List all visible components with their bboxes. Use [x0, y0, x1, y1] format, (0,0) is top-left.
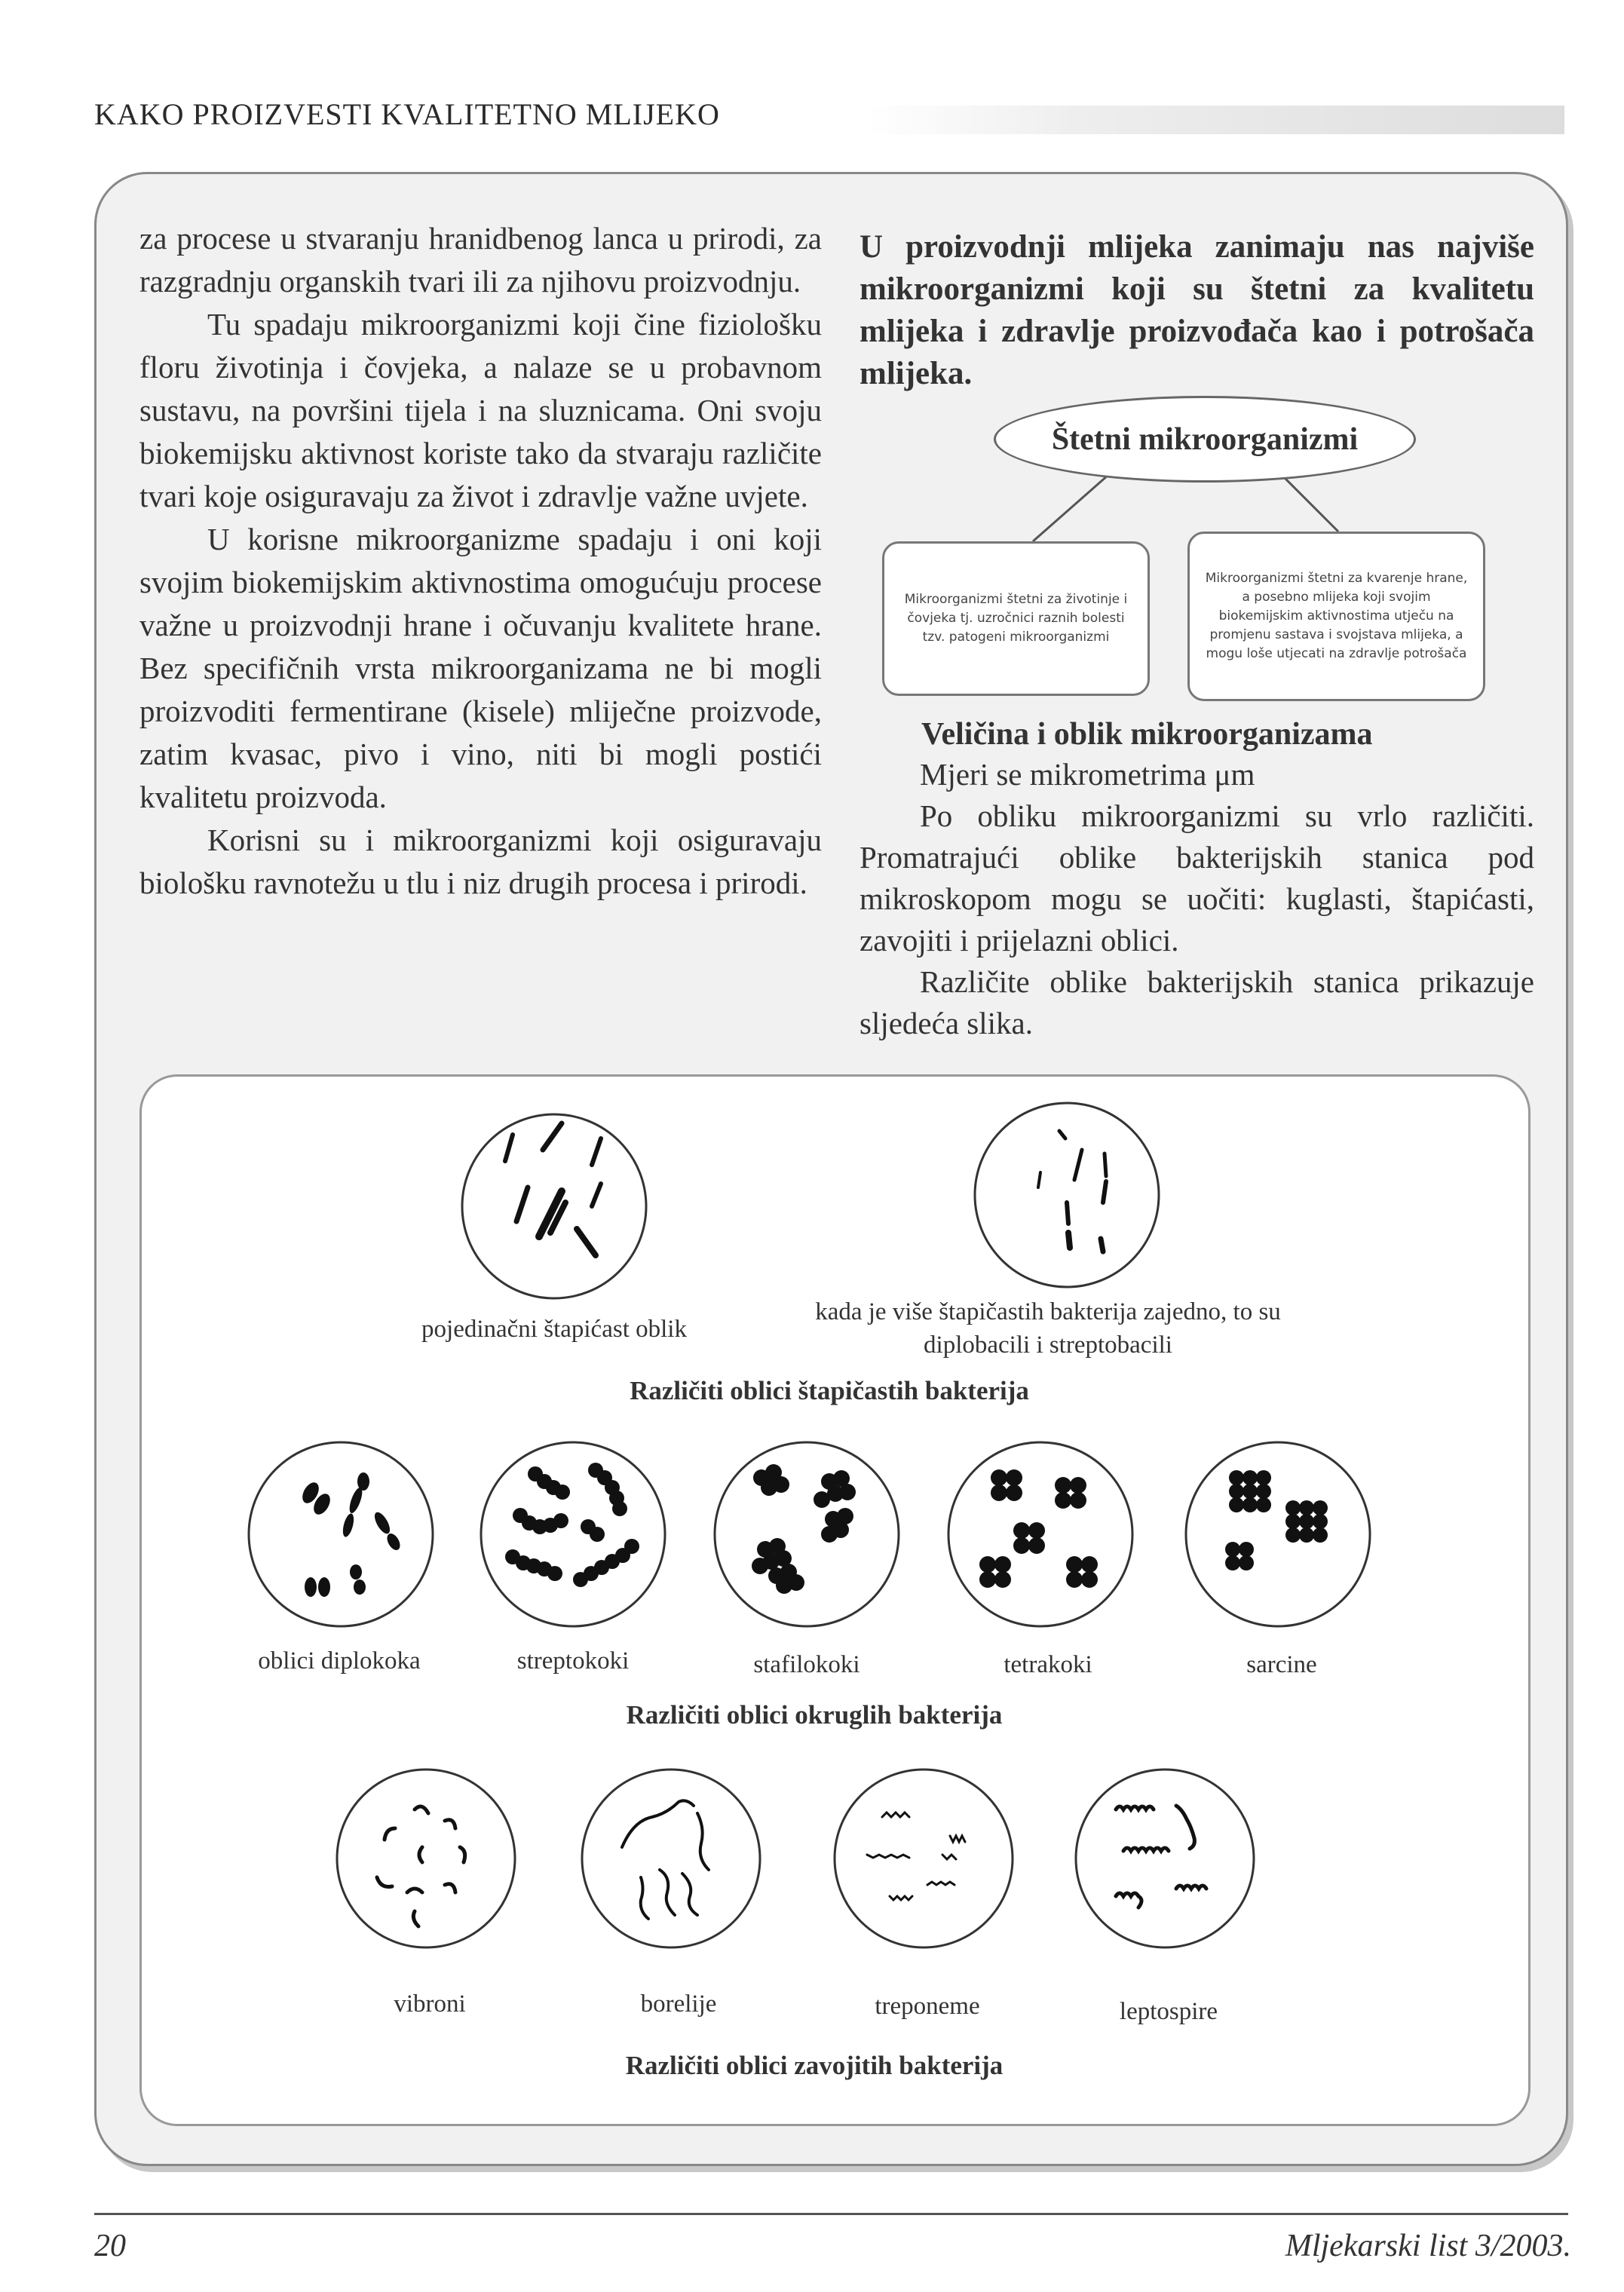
left-column — [139, 217, 822, 905]
streptococci-illustration — [475, 1436, 671, 1632]
round-caption-streptococci: streptokoki — [516, 1647, 630, 1675]
spiral-caption-borreliae: borelije — [640, 1990, 717, 2018]
header-decor-bar — [867, 106, 1564, 134]
journal-citation: Mljekarski list 3/2003. — [1285, 2229, 1571, 2263]
spoilage-box: Mikroorganizmi štetni za kvarenje hrane, a posebno mlijeka koji svojim biokemijskim aktivnostima utječu na promjenu sastava i svojstava mlijeka, a mogu loše utjecati na zdravlje potrošača — [1187, 532, 1485, 701]
left-paragraph-4: Korisni su i mikroorganizmi koji osiguravaju biološku ravnotežu u tlu i niz drugih procesa i prirodi. — [139, 823, 822, 900]
rod-caption-single: pojedinačni štapićast oblik — [421, 1316, 687, 1343]
single-rod-illustration — [456, 1108, 652, 1304]
page-number: 20 — [94, 2229, 126, 2263]
round-caption-diplococci: oblici diplokoka — [258, 1647, 421, 1675]
spiral-group-caption: Različiti oblici zavojitih bakterija — [625, 2051, 1004, 2080]
measure-line: Mjeri se mikrometrima μm — [920, 757, 1255, 792]
shape-paragraph-1: Po obliku mikroorganizmi su vrlo različiti. Promatrajući oblike bakterijskih stanica pod mikroskopom mogu se uočiti: kuglasti, štapićasti, zavojiti i prijelazni oblici. — [859, 798, 1534, 958]
running-header: KAKO PROIZVESTI KVALITETNO MLIJEKO — [94, 97, 720, 131]
left-paragraph-1: za procese u stvaranju hranidbenog lanca u prirodi, za razgradnju organskih tvari ili za njihovu proizvodnju. — [139, 221, 822, 299]
shape-paragraph-2: Različite oblike bakterijskih stanica prikazuje sljedeća slika. — [859, 964, 1534, 1040]
tetracocci-illustration — [942, 1436, 1138, 1632]
left-paragraph-3: U korisne mikroorganizme spadaju i oni koji svojim biokemijskim aktivnostima omogućuju procese važne u proizvodnji hrane i očuvanju kvalitete hrane. Bez specifičnih vrsta mikroorganizama ne bi mogli proizvoditi fermentirane (kisele) mliječne proizvode, zatim kvasac, pivo i vino, niti bi mogli postići kvalitetu proizvoda. — [139, 522, 822, 814]
rod-group-caption: Različiti oblici štapičastih bakterija — [630, 1376, 1029, 1405]
rod-caption-chains: kada je više štapičastih bakterija zajedno, to su diplobacili i streptobacili — [815, 1298, 1281, 1359]
round-caption-staphylococci: stafilokoki — [753, 1651, 860, 1678]
staphylococci-illustration — [709, 1436, 905, 1632]
leptospirae-illustration — [1071, 1764, 1259, 1953]
size-shape-text — [859, 754, 1534, 1044]
treponemes-illustration — [829, 1764, 1018, 1953]
pathogenic-box: Mikroorganizmi štetni za životinje i čovjeka tj. uzročnici raznih bolesti tzv. patogeni mikroorganizmi — [882, 541, 1150, 696]
footer-rule — [94, 2213, 1568, 2215]
round-group-caption: Različiti oblici okruglih bakterija — [626, 1700, 1003, 1730]
rod-chains-illustration — [969, 1097, 1165, 1293]
spiral-caption-treponemes: treponeme — [875, 1993, 980, 2020]
diplococci-illustration — [243, 1436, 439, 1632]
spiral-caption-leptospirae: leptospire — [1119, 1998, 1218, 2025]
size-shape-heading: Veličina i oblik mikroorganizama — [921, 717, 1373, 752]
left-paragraph-2: Tu spadaju mikroorganizmi koji čine fiziološku floru životinja i čovjeka, a nalaze se u probavnom sustavu, na površini tijela i na sluznicama. Oni svoju biokemijsku aktivnost koriste tako da stvaraju različite tvari koje osiguravaju za život i zdravlje važne uvjete. — [139, 307, 822, 513]
harmful-intro-heading: U proizvodnji mlijeka zanimaju nas najviše mikroorganizmi koji su štetni za kvalitetu mlijeka i zdravlje proizvođača kao i potrošača mlijeka. — [859, 229, 1534, 391]
round-caption-sarcinae: sarcine — [1246, 1651, 1317, 1678]
vibrios-illustration — [332, 1764, 520, 1953]
harmful-microorganisms-node: Štetni mikroorganizmi — [994, 396, 1416, 483]
spiral-caption-vibrios: vibroni — [394, 1990, 466, 2018]
sarcinae-illustration — [1180, 1436, 1376, 1632]
round-caption-tetracocci: tetrakoki — [1004, 1651, 1092, 1678]
borreliae-illustration — [577, 1764, 765, 1953]
